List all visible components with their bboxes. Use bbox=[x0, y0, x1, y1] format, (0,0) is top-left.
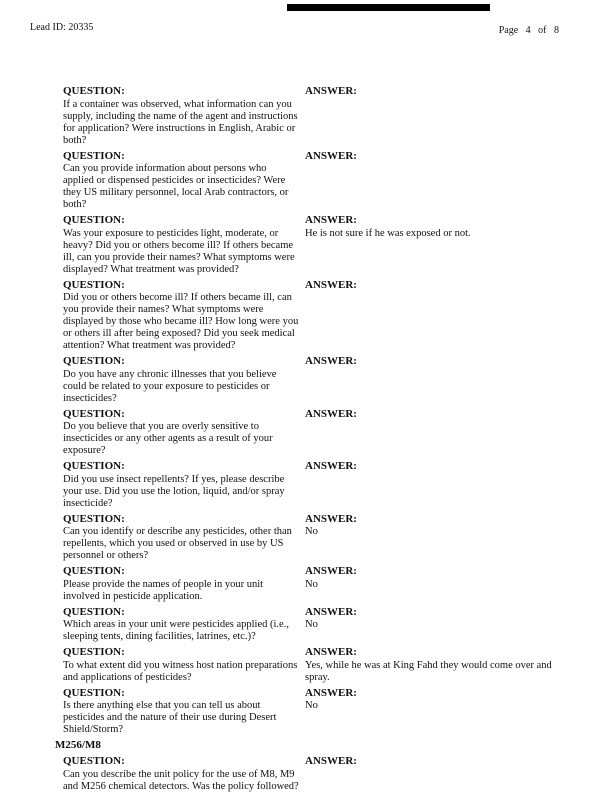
qa-list bbox=[55, 85, 580, 796]
answer-label: ANSWER: bbox=[305, 755, 357, 767]
question-text: To what extent did you witness host nation preparations and applications of pesticides? bbox=[63, 659, 298, 683]
answer-label: ANSWER: bbox=[305, 512, 357, 525]
question-text: Do you believe that you are overly sensitive to insecticides or any other agents as a result of your exposure? bbox=[63, 421, 273, 456]
question-label: QUESTION: bbox=[63, 149, 125, 162]
qa-row bbox=[63, 85, 580, 147]
question-cell bbox=[63, 85, 305, 147]
question-text: Please provide the names of people in your unit involved in pesticide application. bbox=[63, 578, 264, 602]
answer-label: ANSWER: bbox=[305, 85, 357, 97]
qa-row bbox=[63, 513, 580, 563]
question-label: QUESTION: bbox=[63, 85, 125, 97]
qa-row bbox=[63, 150, 580, 212]
answer-cell bbox=[305, 565, 580, 603]
question-cell bbox=[63, 646, 305, 684]
qa-row bbox=[63, 606, 580, 644]
answer-cell bbox=[305, 355, 580, 405]
answer-cell bbox=[305, 687, 580, 737]
question-text: Did you or others become ill? If others became ill, can you provide their names? What symptoms were displayed by those who became ill? How long were you or others ill after being exposed? Did you seek medical attention? What treatment was provided? bbox=[63, 292, 299, 351]
question-cell bbox=[63, 279, 305, 353]
answer-text: No bbox=[305, 700, 318, 711]
question-cell bbox=[63, 755, 305, 793]
answer-label: ANSWER: bbox=[305, 214, 357, 226]
question-cell bbox=[63, 214, 305, 276]
section-header: M256/M8 bbox=[55, 739, 101, 751]
answer-text: Yes, while he was at King Fahd they would come over and spray. bbox=[305, 659, 552, 683]
answer-text: No bbox=[305, 619, 318, 630]
question-text: Was your exposure to pesticides light, moderate, or heavy? Did you or others become ill? If others became ill, can you provide their names? What symptoms were displayed? What treatment was provided? bbox=[63, 227, 295, 275]
qa-row bbox=[63, 408, 580, 458]
answer-label: ANSWER: bbox=[305, 646, 357, 658]
answer-label: ANSWER: bbox=[305, 565, 357, 577]
question-label: QUESTION: bbox=[63, 460, 125, 472]
question-cell bbox=[63, 408, 305, 458]
answer-label: ANSWER: bbox=[305, 686, 357, 699]
question-cell bbox=[63, 687, 305, 737]
answer-label: ANSWER: bbox=[305, 278, 357, 291]
lead-id: Lead ID: 20335 bbox=[30, 22, 94, 33]
question-cell bbox=[63, 565, 305, 603]
answer-cell bbox=[305, 755, 580, 793]
answer-label: ANSWER: bbox=[305, 407, 357, 420]
question-label: QUESTION: bbox=[63, 214, 125, 226]
qa-row bbox=[63, 755, 580, 793]
answer-cell bbox=[305, 408, 580, 458]
answer-cell bbox=[305, 85, 580, 147]
question-label: QUESTION: bbox=[63, 512, 125, 525]
question-cell bbox=[63, 355, 305, 405]
answer-label: ANSWER: bbox=[305, 149, 357, 162]
question-cell bbox=[63, 150, 305, 212]
question-text: Can you identify or describe any pesticides, other than repellents, which you used or observed in use by US personnel or others? bbox=[63, 526, 292, 561]
question-label: QUESTION: bbox=[63, 646, 125, 658]
qa-row bbox=[63, 460, 580, 510]
question-cell bbox=[63, 460, 305, 510]
qa-row bbox=[63, 687, 580, 737]
answer-cell bbox=[305, 150, 580, 212]
qa-row bbox=[63, 646, 580, 684]
question-text: If a container was observed, what information can you supply, including the name of the agent and instructions for application? Were instructions in English, Arabic or both? bbox=[63, 98, 298, 146]
answer-text: No bbox=[305, 578, 318, 590]
question-text: Which areas in your unit were pesticides applied (i.e., sleeping tents, dining facilities, latrines, etc.)? bbox=[63, 619, 289, 642]
qa-row bbox=[63, 214, 580, 276]
answer-text: No bbox=[305, 526, 318, 537]
page-number: Page 4 of 8 bbox=[498, 25, 559, 36]
question-label: QUESTION: bbox=[63, 407, 125, 420]
question-cell bbox=[63, 606, 305, 644]
answer-cell bbox=[305, 513, 580, 563]
answer-text: He is not sure if he was exposed or not. bbox=[305, 227, 471, 239]
answer-cell bbox=[305, 646, 580, 684]
question-text: Is there anything else that you can tell us about pesticides and the nature of their use during Desert Shield/Storm? bbox=[63, 700, 277, 735]
qa-row bbox=[63, 355, 580, 405]
answer-label: ANSWER: bbox=[305, 605, 357, 618]
question-cell bbox=[63, 513, 305, 563]
answer-cell bbox=[305, 606, 580, 644]
answer-label: ANSWER: bbox=[305, 460, 357, 472]
question-text: Do you have any chronic illnesses that you believe could be related to your exposure to pesticides or insecticides? bbox=[63, 368, 277, 404]
answer-cell bbox=[305, 279, 580, 353]
qa-row bbox=[63, 279, 580, 353]
page-header bbox=[0, 0, 611, 40]
question-label: QUESTION: bbox=[63, 605, 125, 618]
question-label: QUESTION: bbox=[63, 686, 125, 699]
question-label: QUESTION: bbox=[63, 355, 125, 367]
question-label: QUESTION: bbox=[63, 565, 125, 577]
question-text: Can you describe the unit policy for the use of M8, M9 and M256 chemical detectors. Was the policy followed? bbox=[63, 768, 299, 792]
answer-cell bbox=[305, 460, 580, 510]
question-text: Can you provide information about persons who applied or dispensed pesticides or insecticides? Were they US military personnel, local Arab contractors, or both? bbox=[63, 163, 289, 210]
answer-label: ANSWER: bbox=[305, 355, 357, 367]
question-text: Did you use insect repellents? If yes, please describe your use. Did you use the lotion, liquid, and/or spray insecticide? bbox=[63, 473, 285, 509]
answer-cell bbox=[305, 214, 580, 276]
question-label: QUESTION: bbox=[63, 755, 125, 767]
qa-row bbox=[63, 565, 580, 603]
question-label: QUESTION: bbox=[63, 278, 125, 291]
